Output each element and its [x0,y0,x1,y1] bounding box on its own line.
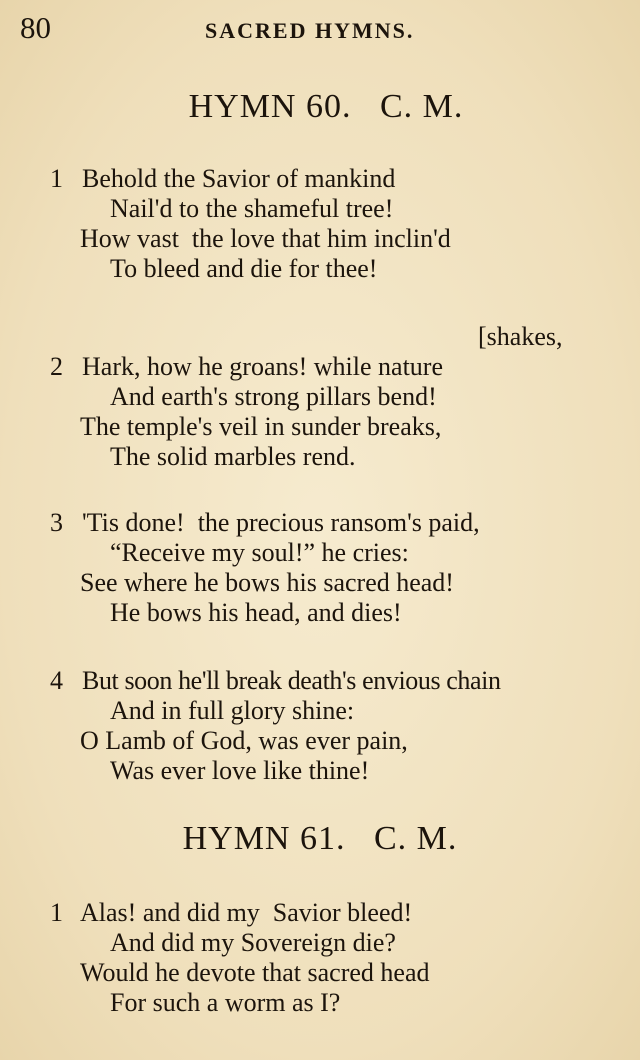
hymn-60-title: HYMN 60. C. M. [188,88,464,125]
verse-line: See where he bows his sacred head! [80,568,454,597]
verse-line: He bows his head, and dies! [110,598,402,627]
verse-line: To bleed and die for thee! [110,254,378,283]
verse-line: Was ever love like thine! [110,756,370,785]
verse-line: Nail'd to the shameful tree! [110,194,394,223]
verse-line: Behold the Savior of mankind [82,164,396,193]
page-number: 80 [20,10,51,45]
verse-line: O Lamb of God, was ever pain, [80,726,408,755]
stanza-number: 3 [50,508,63,537]
verse-line: For such a worm as I? [110,988,341,1017]
verse-line: The solid marbles rend. [110,442,356,471]
verse-line: Alas! and did my Savior bleed! [80,898,413,927]
turnover-word: [shakes, [478,322,563,351]
verse-line: “Receive my soul!” he cries: [110,538,409,567]
stanza-number: 4 [50,666,63,695]
verse-line: Would he devote that sacred head [80,958,430,987]
verse-line: And in full glory shine: [110,696,355,725]
running-head: SACRED HYMNS. [205,18,415,43]
verse-line: How vast the love that him inclin'd [80,224,451,253]
verse-line: 'Tis done! the precious ransom's paid, [82,508,480,537]
stanza-number: 1 [50,164,63,193]
hymn-61-title: HYMN 61. C. M. [182,820,458,857]
verse-line: The temple's veil in sunder breaks, [80,412,442,441]
verse-line: But soon he'll break death's envious chain [82,666,501,695]
stanza-number: 2 [50,352,63,381]
verse-line: Hark, how he groans! while nature [82,352,443,381]
stanza-number: 1 [50,898,63,927]
verse-line: And earth's strong pillars bend! [110,382,437,411]
verse-line: And did my Sovereign die? [110,928,396,957]
